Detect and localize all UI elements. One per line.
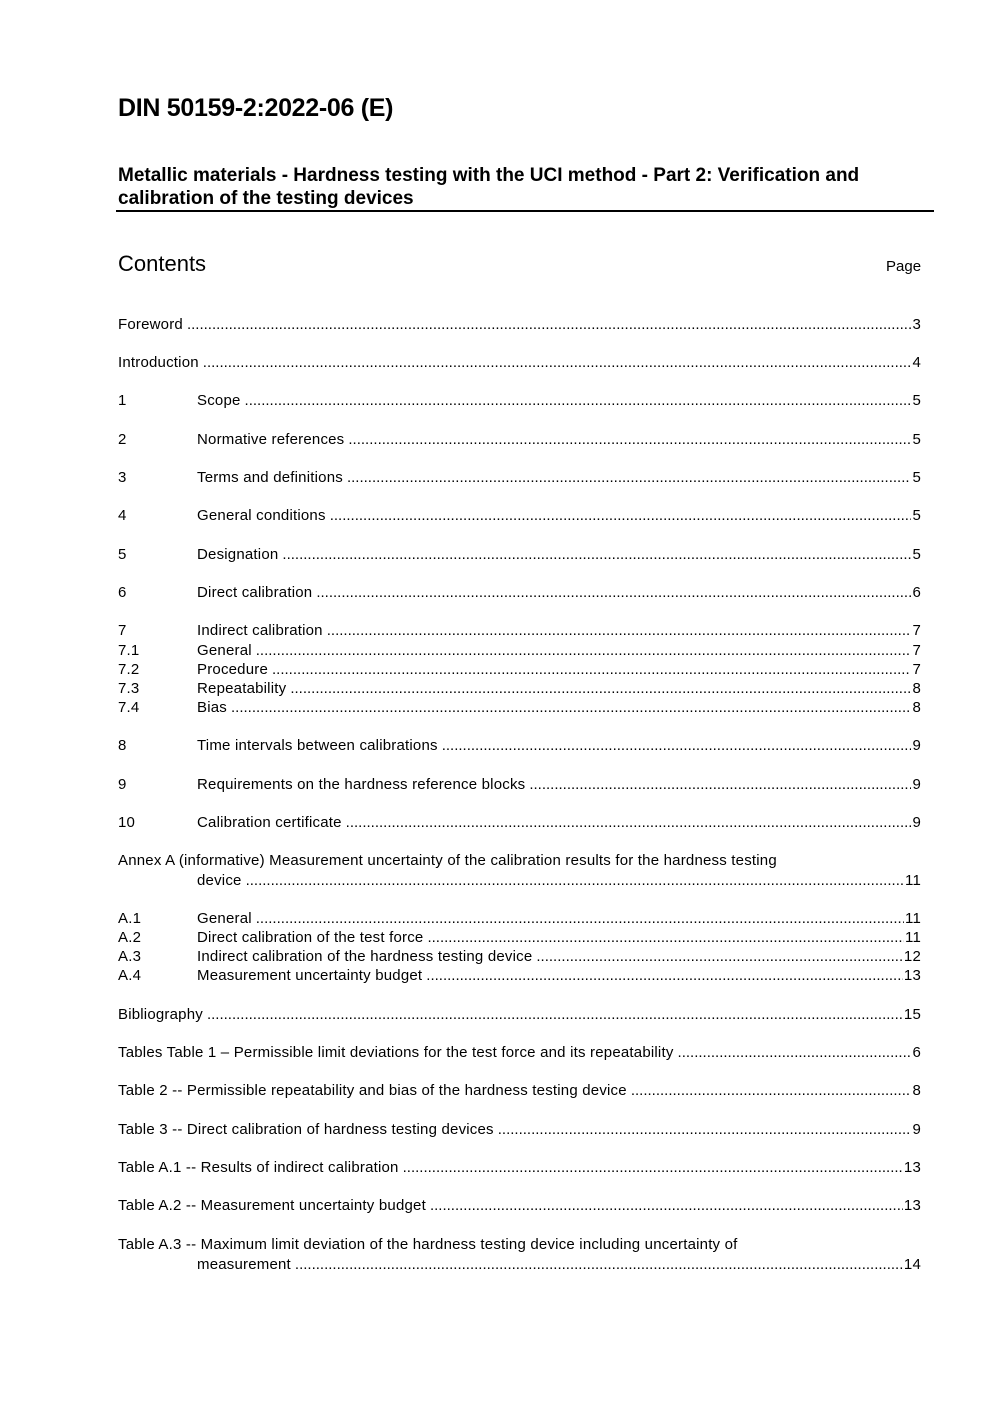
toc-entry-title: Time intervals between calibrations <box>197 737 438 754</box>
toc-entry-title: Introduction <box>118 354 199 371</box>
toc-entry-title: Bias <box>197 699 227 716</box>
toc-entry-number: A.2 <box>118 929 142 946</box>
toc-entry-page: 8 <box>912 699 921 716</box>
toc-entry[interactable] <box>118 813 921 833</box>
toc-dot-leader <box>256 641 912 661</box>
toc-dot-leader <box>327 621 912 641</box>
toc-entry-title: Table A.1 -- Results of indirect calibration <box>118 1159 399 1176</box>
toc-entry-title: Direct calibration <box>197 584 313 601</box>
toc-entry-number: 4 <box>118 507 127 524</box>
toc-entry-title: Terms and definitions <box>197 469 343 486</box>
toc-dot-leader <box>347 468 912 488</box>
toc-entry-number: 9 <box>118 776 127 793</box>
toc-entry-number: 7.1 <box>118 642 140 659</box>
toc-entry-title: Requirements on the hardness reference blocks <box>197 776 526 793</box>
toc-dot-leader <box>246 871 904 891</box>
toc-entry-title: Normative references <box>197 431 345 448</box>
toc-entry[interactable] <box>118 736 921 756</box>
toc-dot-leader <box>678 1043 912 1063</box>
toc-dot-leader <box>245 391 912 411</box>
toc-entry[interactable] <box>118 679 921 699</box>
toc-entry-title: General <box>197 910 252 927</box>
toc-entry-page: 9 <box>912 737 921 754</box>
toc-entry[interactable] <box>118 1235 921 1275</box>
page-column-heading: Page <box>886 258 922 275</box>
toc-dot-leader <box>403 1158 903 1178</box>
toc-entry-page: 6 <box>912 1044 921 1061</box>
toc-entry-page: 11 <box>905 872 921 889</box>
toc-entry-number: 3 <box>118 469 127 486</box>
toc-dot-leader <box>442 736 912 756</box>
toc-entry[interactable] <box>118 698 921 718</box>
toc-entry-page: 7 <box>912 642 921 659</box>
toc-entry[interactable] <box>118 315 921 335</box>
toc-entry[interactable] <box>118 391 921 411</box>
toc-entry[interactable] <box>118 621 921 641</box>
toc-dot-leader <box>426 966 903 986</box>
toc-entry-page: 9 <box>912 814 921 831</box>
document-title: Metallic materials - Hardness testing with the UCI method - Part 2: Verification and calibration of the testing devices <box>118 165 860 209</box>
toc-dot-leader <box>231 698 911 718</box>
toc-entry-title: measurement <box>197 1256 291 1273</box>
toc-entry-title: Bibliography <box>118 1006 203 1023</box>
toc-entry-title: Scope <box>197 392 241 409</box>
toc-dot-leader <box>203 353 912 373</box>
toc-entry-title: Calibration certificate <box>197 814 342 831</box>
toc-entry[interactable] <box>118 430 921 450</box>
toc-entry-title: Repeatability <box>197 680 287 697</box>
toc-dot-leader <box>498 1120 912 1140</box>
toc-entry-page: 3 <box>912 316 921 333</box>
toc-dot-leader <box>330 506 912 526</box>
toc-entry-title: Indirect calibration of the hardness testing device <box>197 948 533 965</box>
toc-entry[interactable] <box>118 966 921 986</box>
contents-heading: Contents <box>118 251 207 276</box>
toc-entry-number: 7.4 <box>118 699 140 716</box>
toc-entry-page: 9 <box>912 1121 921 1138</box>
toc-entry-page: 5 <box>912 392 921 409</box>
toc-entry-title: Procedure <box>197 661 269 678</box>
toc-entry[interactable] <box>118 947 921 967</box>
toc-entry-title-line1: Table A.3 -- Maximum limit deviation of the hardness testing device including uncertainty of <box>118 1236 738 1253</box>
toc-dot-leader <box>348 430 911 450</box>
toc-entry-number: 8 <box>118 737 127 754</box>
toc-entry-title: General conditions <box>197 507 326 524</box>
toc-dot-leader <box>427 928 904 948</box>
toc-entry-title: Foreword <box>118 316 183 333</box>
toc-entry-page: 6 <box>912 584 921 601</box>
toc-entry[interactable] <box>118 928 921 948</box>
toc-entry-page: 13 <box>903 1197 921 1214</box>
toc-entry-page: 5 <box>912 431 921 448</box>
toc-entry[interactable] <box>118 1120 921 1140</box>
toc-entry[interactable] <box>118 775 921 795</box>
toc-entry-page: 11 <box>905 929 921 946</box>
toc-entry[interactable] <box>118 909 921 929</box>
toc-entry-page: 4 <box>912 354 921 371</box>
toc-entry[interactable] <box>118 468 921 488</box>
toc-entry-title-line1: Annex A (informative) Measurement uncertainty of the calibration results for the hardness testing <box>118 852 777 869</box>
toc-entry-title: Table 2 -- Permissible repeatability and bias of the hardness testing device <box>118 1082 627 1099</box>
toc-entry-page: 13 <box>903 967 921 984</box>
toc-dot-leader <box>290 679 911 699</box>
toc-entry-number: 7 <box>118 622 127 639</box>
toc-dot-leader <box>256 909 904 929</box>
toc-entry-number: 1 <box>118 392 127 409</box>
toc-entry[interactable] <box>118 1043 921 1063</box>
toc-entry-page: 5 <box>912 469 921 486</box>
toc-entry-title: Direct calibration of the test force <box>197 929 424 946</box>
toc-entry-title: Table 3 -- Direct calibration of hardness testing devices <box>118 1121 494 1138</box>
toc-dot-leader <box>295 1255 903 1275</box>
toc-dot-leader <box>272 660 911 680</box>
toc-dot-leader <box>346 813 912 833</box>
toc-dot-leader <box>536 947 903 967</box>
toc-entry-page: 7 <box>912 622 921 639</box>
toc-entry[interactable] <box>118 1081 921 1101</box>
toc-entry-title: device <box>197 872 242 889</box>
toc-entry-page: 7 <box>912 661 921 678</box>
toc-entry[interactable] <box>118 353 921 373</box>
toc-entry[interactable] <box>118 660 921 680</box>
toc-entry[interactable] <box>118 1158 921 1178</box>
toc-entry[interactable] <box>118 1005 921 1025</box>
toc-entry[interactable] <box>118 583 921 603</box>
toc-entry-page: 15 <box>903 1006 921 1023</box>
toc-dot-leader <box>529 775 911 795</box>
toc-entry-title: Table A.2 -- Measurement uncertainty budget <box>118 1197 426 1214</box>
title-rule <box>116 210 934 212</box>
toc-entry[interactable] <box>118 1196 921 1216</box>
toc-entry-title: Tables Table 1 – Permissible limit deviations for the test force and its repeatability <box>118 1044 674 1061</box>
toc-entry-page: 5 <box>912 546 921 563</box>
toc-entry[interactable] <box>118 506 921 526</box>
toc-dot-leader <box>430 1196 903 1216</box>
toc-entry[interactable] <box>118 641 921 661</box>
toc-entry[interactable] <box>118 851 921 891</box>
toc-dot-leader <box>316 583 911 603</box>
toc-entry-number: A.1 <box>118 910 142 927</box>
toc-entry-number: 7.3 <box>118 680 140 697</box>
toc-entry-number: A.3 <box>118 948 142 965</box>
toc-entry-title: Measurement uncertainty budget <box>197 967 423 984</box>
toc-entry-page: 8 <box>912 680 921 697</box>
toc-dot-leader <box>207 1005 903 1025</box>
toc-dot-leader <box>282 545 911 565</box>
toc-entry-page: 13 <box>903 1159 921 1176</box>
toc-entry[interactable] <box>118 545 921 565</box>
toc-entry-number: 2 <box>118 431 127 448</box>
toc-entry-page: 12 <box>903 948 921 965</box>
toc-entry-title: General <box>197 642 252 659</box>
toc-dot-leader <box>631 1081 912 1101</box>
toc-dot-leader <box>187 315 911 335</box>
toc-entry-page: 11 <box>905 910 921 927</box>
toc-entry-number: A.4 <box>118 967 142 984</box>
toc-entry-number: 5 <box>118 546 127 563</box>
toc-entry-page: 14 <box>903 1256 921 1273</box>
toc-entry-number: 6 <box>118 584 127 601</box>
toc-entry-page: 8 <box>912 1082 921 1099</box>
toc-entry-number: 10 <box>118 814 136 831</box>
toc-entry-page: 9 <box>912 776 921 793</box>
toc-entry-page: 5 <box>912 507 921 524</box>
toc-entry-number: 7.2 <box>118 661 140 678</box>
toc-entry-title: Designation <box>197 546 279 563</box>
toc-entry-title: Indirect calibration <box>197 622 323 639</box>
document-id: DIN 50159-2:2022-06 (E) <box>118 94 394 122</box>
